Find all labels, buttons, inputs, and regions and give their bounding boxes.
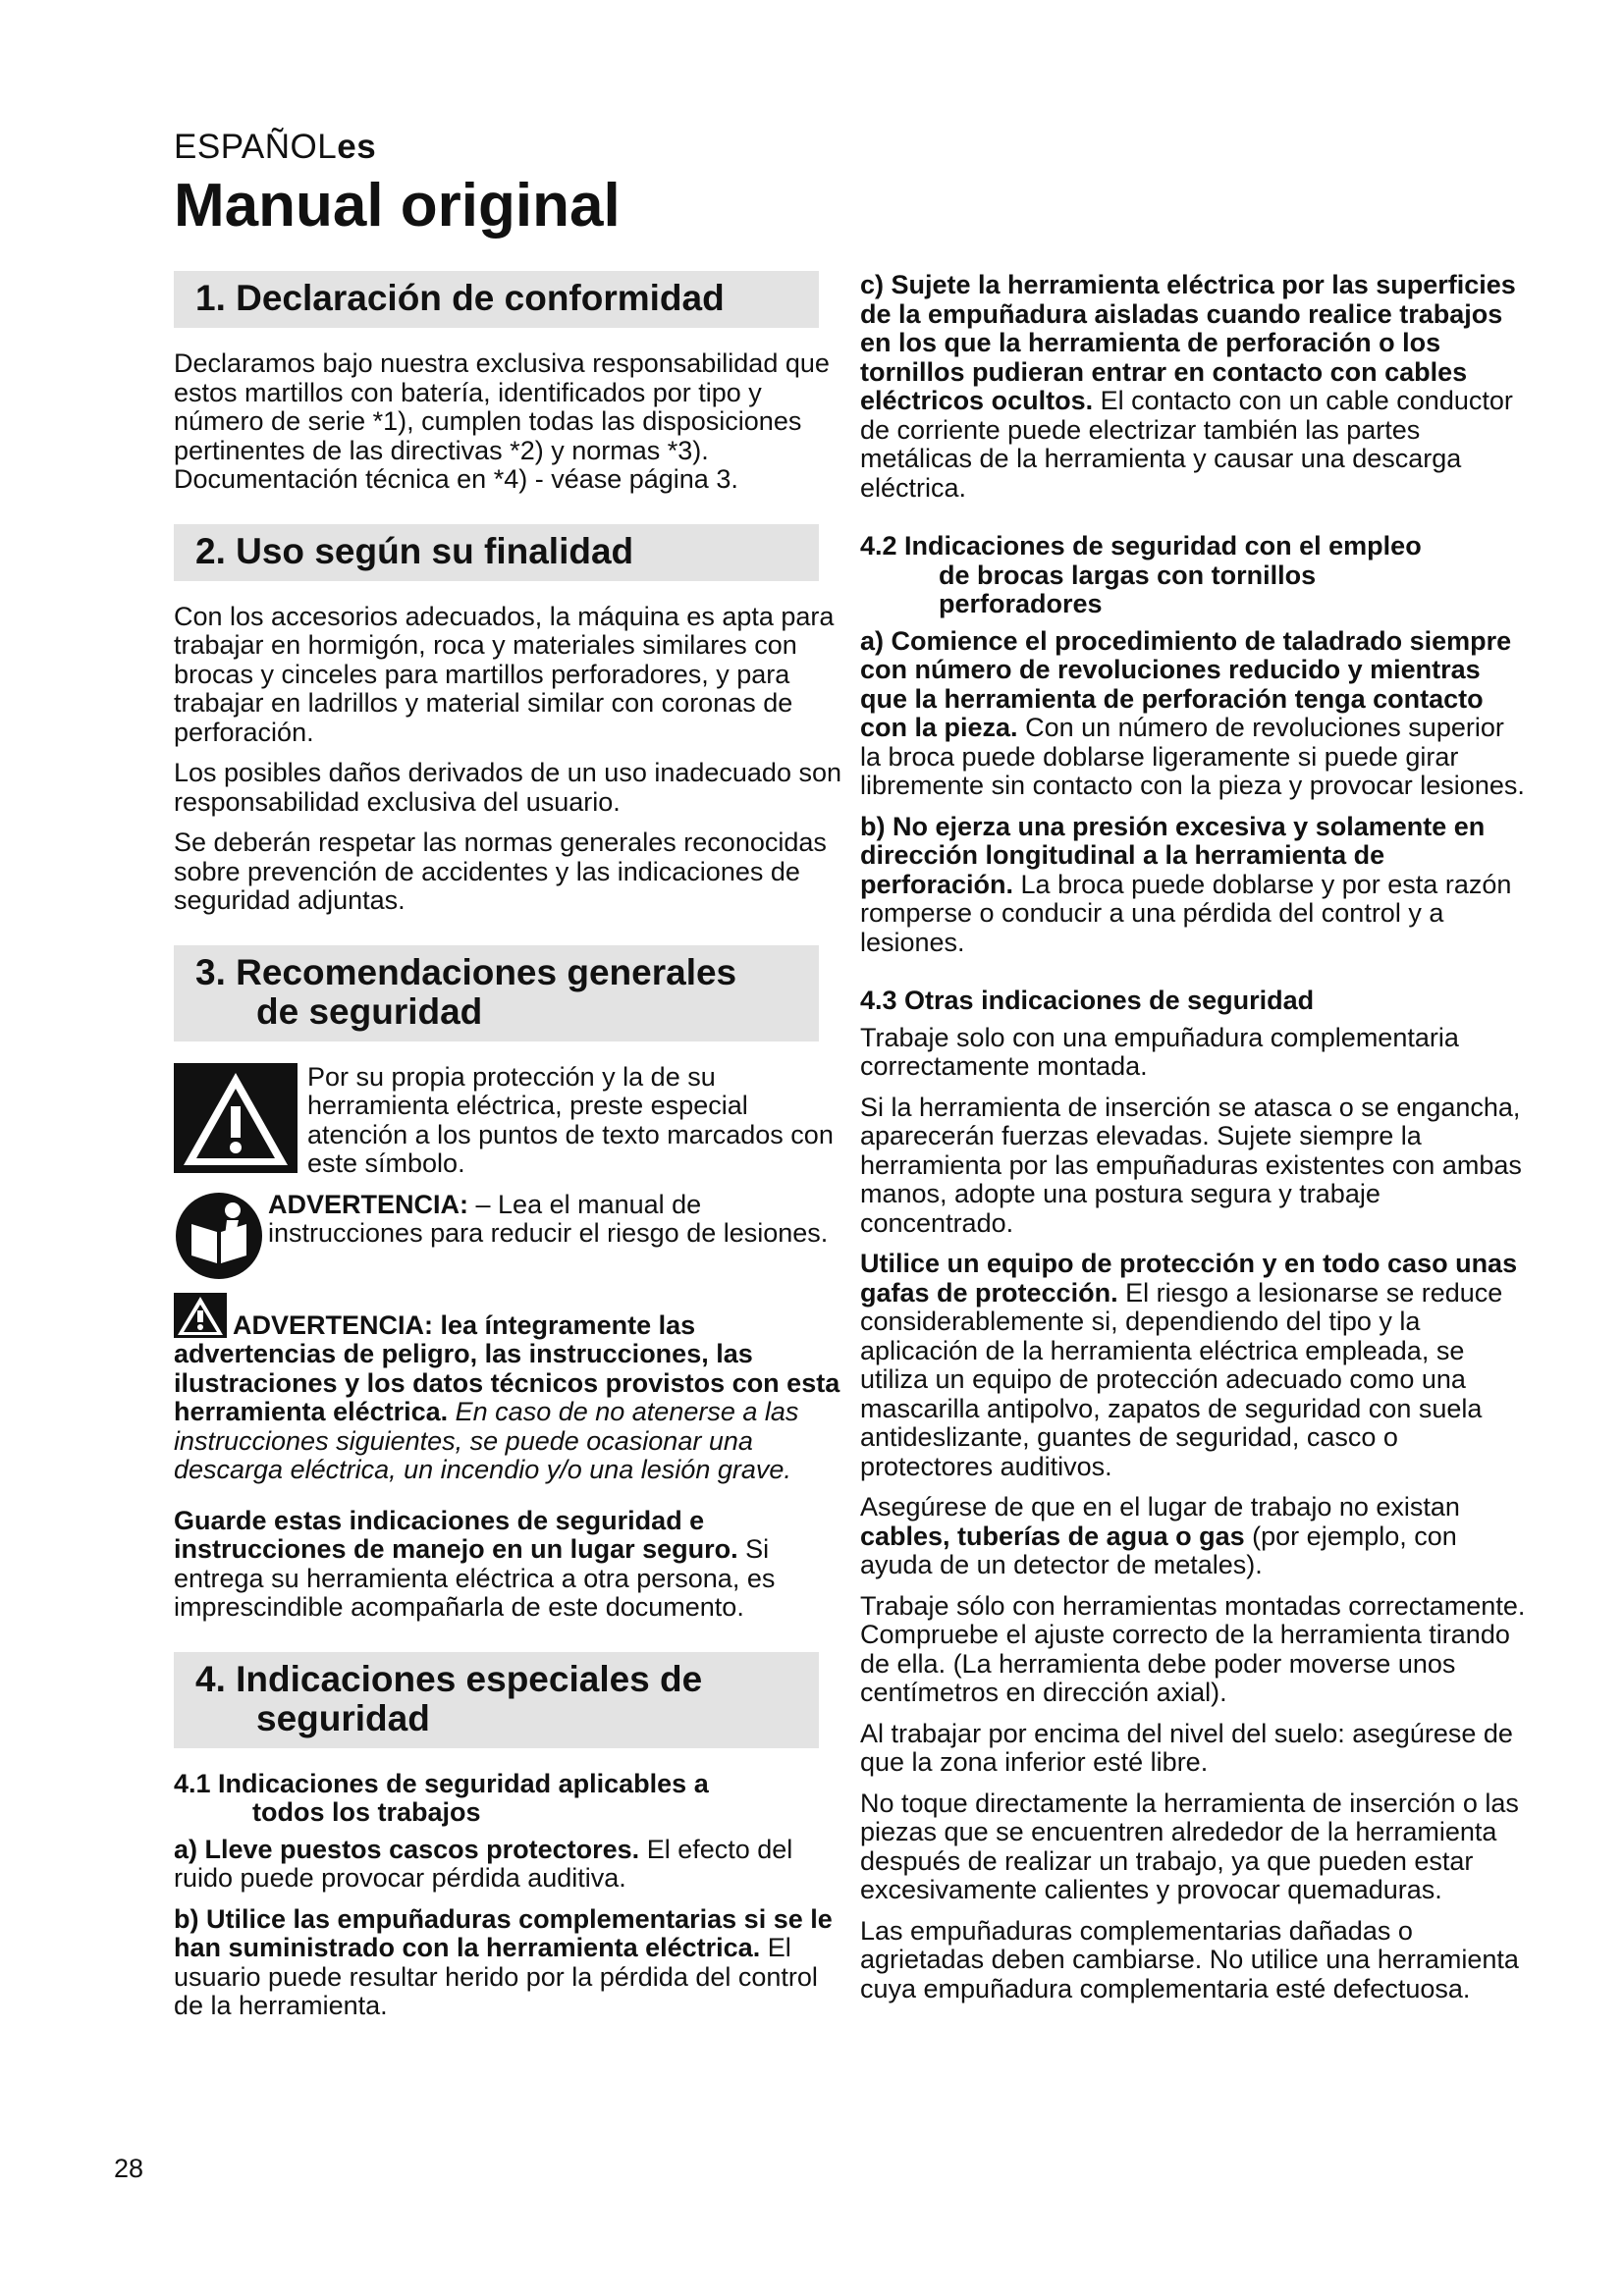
subsection-4-2-heading: 4.2 Indicaciones de seguridad con el empleo de brocas largas con tornillos perforadores	[860, 531, 1422, 618]
right-column	[860, 271, 1528, 2003]
misuse-text: Los posibles daños derivados de un uso inadecuado son responsabilidad exclusiva del usuario.	[174, 758, 841, 817]
section-4-heading: 4. Indicaciones especiales de seguridad	[174, 1652, 819, 1748]
overhead-work-text: Al trabajar por encima del nivel del suelo: asegúrese de que la zona inferior esté libre.	[860, 1718, 1513, 1777]
warning-small-icon	[174, 1293, 227, 1338]
keep-instructions: Guarde estas indicaciones de seguridad e instrucciones de manejo en un lugar seguro. Si entrega su herramienta eléctrica a otra persona, es imprescindible acompañarla de este documento.	[174, 1505, 776, 1622]
section-2-heading: 2. Uso según su finalidad	[174, 524, 819, 581]
subsection-4-3-heading: 4.3 Otras indicaciones de seguridad	[860, 986, 1315, 1015]
item-4-1-b: b) Utilice las empuñaduras complementarias si se le han suministrado con la herramienta eléctrica. El usuario puede resultar herido por la pérdida del control de la herramienta.	[174, 1903, 833, 2020]
item-4-2-a: a) Comience el procedimiento de taladrado siempre con número de revoluciones reducido y mientras que la herramienta de perforación tenga contacto con la pieza. Con un número de revoluciones superior la broca puede doblarse ligeramente si puede girar libremente sin contacto con la pieza y provocar lesiones.	[860, 625, 1525, 800]
manual-warning-text: ADVERTENCIA: – Lea el manual de instrucciones para reducir el riesgo de lesiones.	[268, 1189, 829, 1248]
page-title: Manual original	[174, 172, 621, 240]
subsection-4-1-heading: 4.1 Indicaciones de seguridad aplicables a todos los trabajos	[174, 1768, 709, 1827]
section-1-heading: 1. Declaración de conformidad	[174, 271, 819, 328]
intended-use-text: Con los accesorios adecuados, la máquina es apta para trabajar en hormigón, roca y materiales similares con brocas y cinceles para martillos perforadores, y para trabajar en ladrillos y material similar con coronas de perforación.	[174, 601, 835, 747]
item-4-1-c: c) Sujete la herramienta eléctrica por las superficies de la empuñadura aisladas cuando realice trabajos en los que la herramienta de perforación o los tornillos pudieran entrar en contacto con cables eléctricos ocultos. El contacto con un cable conductor de corriente puede electrizar también las partes metálicas de la herramienta y causar una descarga eléctrica.	[860, 270, 1516, 503]
item-4-1-a: a) Lleve puestos cascos protectores. El efecto del ruido puede provocar pérdida auditiva.	[174, 1834, 793, 1893]
page-number: 28	[114, 2154, 144, 2183]
read-warning: ADVERTENCIA: lea íntegramente las advertencias de peligro, las instrucciones, las ilustraciones y los datos técnicos provistos con esta herramienta eléctrica. En caso de no atenerse a las instrucciones siguientes, se puede ocasionar una descarga eléctrica, un incendio y/o una lesión grave.	[174, 1293, 841, 1485]
hidden-lines-text: Asegúrese de que en el lugar de trabajo no existan cables, tuberías de agua o gas (por ejemplo, con ayuda de un detector de metales).	[860, 1492, 1460, 1579]
auxiliary-handle-text: Trabaje solo con una empuñadura complementaria correctamente montada.	[860, 1022, 1459, 1081]
symbol-explanation	[174, 1063, 841, 1179]
item-4-2-b: b) No ejerza una presión excesiva y solamente en dirección longitudinal a la herramienta de perforación. La broca puede doblarse y por esta razón romperse o conducir a una pérdida del control y a lesiones.	[860, 811, 1512, 957]
read-manual-icon	[174, 1191, 264, 1281]
accident-prevention-text: Se deberán respetar las normas generales reconocidas sobre prevención de accidentes y las indicaciones de seguridad adjuntas.	[174, 828, 827, 915]
warning-triangle-icon	[174, 1063, 298, 1173]
left-column	[174, 271, 841, 2021]
language-label: ESPAÑOLes	[174, 128, 377, 166]
damaged-handle-text: Las empuñaduras complementarias dañadas o agrietadas deben cambiarse. No utilice una herramienta cuya empuñadura complementaria esté defectuosa.	[860, 1915, 1519, 2003]
manual-warning	[174, 1191, 841, 1281]
tool-mounting-text: Trabaje sólo con herramientas montadas correctamente. Compruebe el ajuste correcto de la herramienta tirando de ella. (La herramienta debe poder moverse unos centímetros en dirección axial).	[860, 1590, 1526, 1707]
hot-tool-text: No toque directamente la herramienta de inserción o las piezas que se encuentren alrededor de la herramienta después de realizar un trabajo, ya que pueden estar excesivamente calientes y provocar quemaduras.	[860, 1788, 1519, 1904]
symbol-explanation-text: Por su propia protección y la de su herramienta eléctrica, preste especial atención a los puntos de texto marcados con este símbolo.	[307, 1061, 834, 1178]
section-3-heading: 3. Recomendaciones generales de seguridad	[174, 945, 819, 1041]
protective-equipment-text: Utilice un equipo de protección y en todo caso unas gafas de protección. El riesgo a lesionarse se reduce considerablemente si, dependiendo del tipo y la aplicación de la herramienta eléctrica empleada, se utiliza un equipo de protección adecuado como una mascarilla antipolvo, zapatos de seguridad con suela antideslizante, guantes de seguridad, casco o protectores auditivos.	[860, 1249, 1518, 1481]
conformity-text: Declaramos bajo nuestra exclusiva responsabilidad que estos martillos con batería, identificados por tipo y número de serie *1), cumplen todas las disposiciones pertinentes de las directivas *2) y normas *3). Documentación técnica en *4) - véase página 3.	[174, 348, 830, 494]
jam-text: Si la herramienta de inserción se atasca o se engancha, aparecerán fuerzas elevadas. Sujete siempre la herramienta por las empuñaduras existentes con ambas manos, adopte una postura segura y trabaje concentrado.	[860, 1092, 1522, 1238]
